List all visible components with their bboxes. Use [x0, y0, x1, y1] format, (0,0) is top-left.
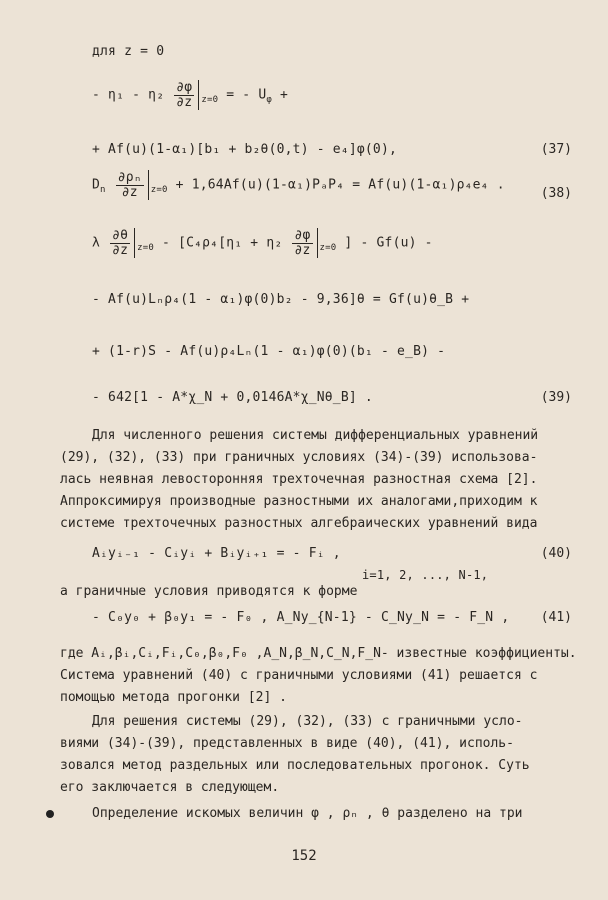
equation-39-line-3: + (1-r)S - Af(u)ρ₄Lₙ(1 - α₁)φ(0)(b₁ - e_B) - [92, 344, 446, 359]
eq38-deriv-num: ∂ρₙ [117, 169, 142, 185]
eq37-deriv-den: ∂z [176, 94, 193, 110]
eq39-mid: - [C₄ρ₄[η₁ + η₂ [162, 235, 283, 251]
paragraph-4-line-2: виями (34)-(39), представленных в виде (40), (41), исполь- [60, 736, 514, 751]
eq37-rhs-sub: φ [266, 95, 272, 106]
eq39-lambda: λ [92, 235, 101, 251]
equation-37-number: (37) [540, 142, 572, 157]
eq37-tail: + [280, 87, 289, 103]
eq37-eval-bar [198, 80, 199, 110]
eq39-derivative-1 [110, 229, 130, 258]
equation-39-number: (39) [540, 390, 572, 405]
eq37-prefix: - η₁ - η₂ [92, 87, 165, 103]
page-number: 152 [291, 848, 317, 864]
eq39-deriv2-num: ∂φ [294, 227, 311, 243]
paragraph-4-line-3: зовался метод раздельных или последовательных прогонок. Суть [60, 758, 530, 773]
equation-37-line-1 [92, 80, 288, 110]
eq39-deriv2-den: ∂z [294, 242, 311, 258]
paragraph-1-line-3: лась неявная левосторонняя трехточечная разностная схема [2]. [60, 472, 538, 487]
paragraph-1-line-2: (29), (32), (33) при граничных условиях (34)-(39) использова- [60, 450, 538, 465]
equation-40: Aᵢyᵢ₋₁ - Cᵢyᵢ + Bᵢyᵢ₊₁ = - Fᵢ , [92, 546, 341, 561]
ink-dot [46, 810, 54, 818]
eq38-eval-bar [148, 170, 149, 200]
eq37-deriv-num: ∂φ [176, 79, 193, 95]
eq39-derivative-2 [292, 229, 312, 258]
paragraph-3-line-2: Система уравнений (40) с граничными условиями (41) решается с [60, 668, 538, 683]
equation-41-number: (41) [540, 610, 572, 625]
equation-38-number: (38) [540, 186, 572, 201]
paragraph-1-line-4: Аппроксимируя производные разностными их аналогами,приходим к [60, 494, 538, 509]
paragraph-5: Определение искомых величин φ , ρₙ , θ разделено на три [92, 806, 523, 821]
paragraph-1-line-1: Для численного решения системы дифференциальных уравнений [92, 428, 539, 443]
condition-text: для z = 0 [92, 44, 165, 59]
eq37-rhs: = - U [226, 87, 267, 103]
eq39-deriv1-num: ∂θ [112, 227, 129, 243]
paragraph-2: а граничные условия приводятся к форме [60, 584, 358, 599]
eq38-rhs: + 1,64Af(u)(1-α₁)PₐP₄ = Af(u)(1-α₁)ρ₄e₄ . [175, 177, 505, 193]
equation-39-line-4: - 642[1 - A*χ_N + 0,0146A*χ_Nθ_B] . [92, 390, 373, 405]
eq38-eval-limit: z=0 [150, 185, 168, 196]
equation-39-line-2: - Af(u)Lₙρ₄(1 - α₁)φ(0)b₂ - 9,36]θ = Gf(u)θ_B + [92, 292, 470, 307]
equation-39-line-1 [92, 228, 433, 258]
paragraph-4-line-4: его заключается в следующем. [60, 780, 280, 795]
eq38-derivative [116, 171, 144, 200]
paragraph-3-line-3: помощью метода прогонки [2] . [60, 690, 287, 705]
eq39-eval-limit-2: z=0 [319, 243, 337, 254]
paragraph-4-line-1: Для решения системы (29), (32), (33) с граничными усло- [92, 714, 523, 729]
eq37-eval-limit: z=0 [201, 95, 219, 106]
equation-40-range: i=1, 2, ..., N-1, [362, 568, 489, 582]
paragraph-1-line-5: системе трехточечных разностных алгебраических уравнений вида [60, 516, 538, 531]
eq37-derivative [174, 81, 194, 110]
eq39-deriv1-den: ∂z [112, 242, 129, 258]
eq39-eval-bar-1 [134, 228, 135, 258]
eq39-post: ] - Gf(u) - [344, 235, 433, 251]
equation-38 [92, 170, 505, 200]
paragraph-3-line-1: где Aᵢ,βᵢ,Cᵢ,Fᵢ,C₀,β₀,F₀ ,A_N,β_N,C_N,F_N- известные коэффициенты. [60, 646, 577, 661]
equation-41: - C₀y₀ + β₀y₁ = - F₀ , A_Ny_{N-1} - C_Ny_N = - F_N , [92, 610, 510, 625]
eq39-eval-bar-2 [317, 228, 318, 258]
equation-40-number: (40) [540, 546, 572, 561]
eq38-D-sub: n [100, 185, 106, 196]
equation-37-line-2: + Af(u)(1-α₁)[b₁ + b₂θ(0,t) - e₄]φ(0), [92, 142, 398, 157]
eq38-D: D [92, 177, 101, 193]
eq38-deriv-den: ∂z [121, 184, 138, 200]
eq39-eval-limit-1: z=0 [137, 243, 154, 254]
